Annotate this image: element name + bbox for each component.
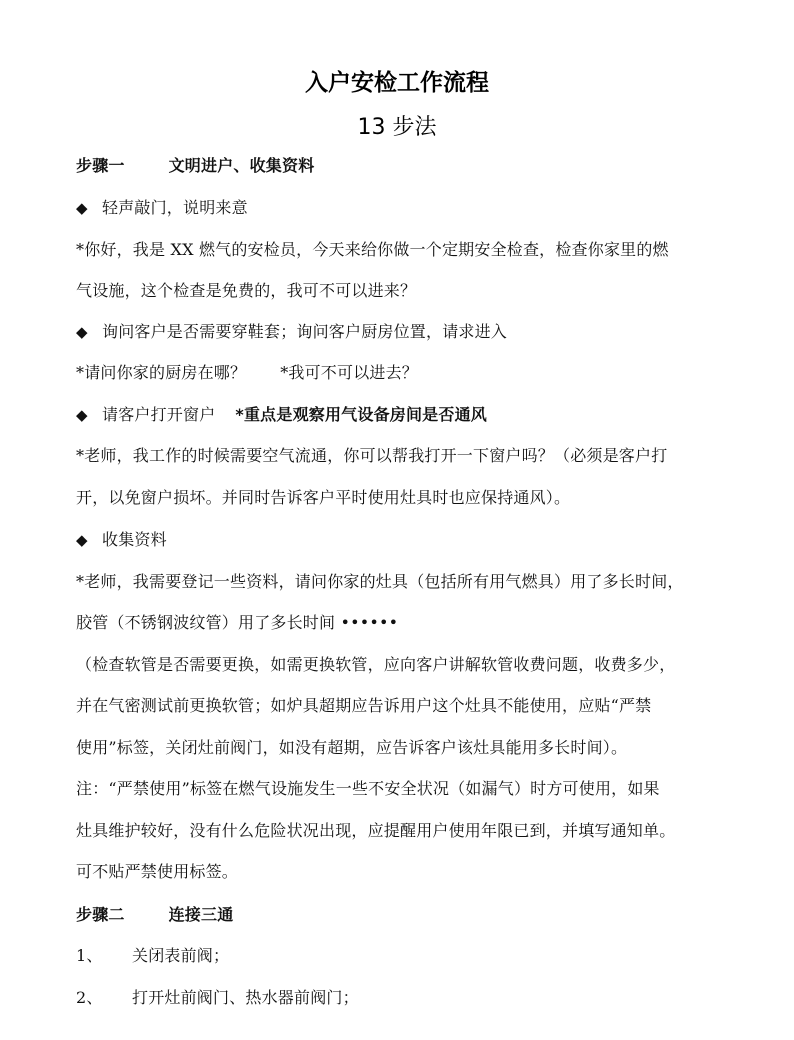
- diamond-bullet-icon: ◆: [76, 199, 88, 217]
- item-number: 1、: [76, 946, 103, 965]
- bullet-text: 请客户打开窗户: [102, 405, 216, 424]
- diamond-bullet-icon: ◆: [76, 531, 88, 549]
- script-question-kitchen: *请问你家的厨房在哪？: [76, 363, 247, 382]
- item-text: 关闭表前阀；: [132, 946, 230, 965]
- step1-label: 步骤一: [76, 156, 125, 175]
- document-title: 入户安检工作流程: [305, 70, 489, 96]
- step2-heading: [76, 905, 766, 925]
- bullet-text: 收集资料: [102, 530, 167, 549]
- bullet-item: [76, 405, 766, 425]
- key-point-text: *重点是观察用气设备房间是否通风: [235, 405, 487, 424]
- instruction-line: （检查软管是否需要更换，如需更换软管，应向客户讲解软管收费问题，收费多少，: [76, 655, 676, 674]
- item-text: 打开灶前阀门、热水器前阀门；: [132, 988, 359, 1007]
- script-line: 气设施，这个检查是免费的，我可不可以进来？: [76, 281, 417, 300]
- bullet-text: 询问客户是否需要穿鞋套；询问客户厨房位置，请求进入: [102, 322, 508, 341]
- step1-heading: [76, 156, 766, 176]
- script-line: 开，以免窗户损坏。并同时告诉客户平时使用灶具时也应保持通风）。: [76, 488, 571, 507]
- numbered-item: [76, 988, 766, 1008]
- script-line: *老师，我工作的时候需要空气流通，你可以帮我打开一下窗户吗？（必须是客户打: [76, 446, 668, 465]
- bullet-item: [76, 198, 766, 218]
- script-question-enter: *我可不可以进去？: [280, 363, 419, 382]
- note-line: 可不贴严禁使用标签。: [76, 862, 239, 881]
- item-number: 2、: [76, 988, 103, 1007]
- document-subtitle: 13 步法: [357, 115, 437, 140]
- bullet-item: [76, 530, 766, 550]
- script-line: [76, 363, 766, 383]
- script-line: 胶管（不锈钢波纹管）用了多长时间 ••••••: [76, 613, 399, 632]
- note-line: 灶具维护较好，没有什么危险状况出现，应提醒用户使用年限已到，并填写通知单。: [76, 821, 676, 840]
- bullet-item: [76, 322, 766, 342]
- instruction-line: 使用”标签，关闭灶前阀门，如没有超期，应告诉客户该灶具能用多长时间）。: [76, 738, 628, 757]
- script-line: *你好，我是 XX 燃气的安检员，今天来给你做一个定期安全检查，检查你家里的燃: [76, 240, 669, 259]
- bullet-text: 轻声敲门，说明来意: [102, 198, 248, 217]
- numbered-item: [76, 946, 766, 966]
- note-line: 注：“严禁使用”标签在燃气设施发生一些不安全状况（如漏气）时方可使用，如果: [76, 779, 660, 798]
- step2-label: 步骤二: [76, 905, 125, 924]
- diamond-bullet-icon: ◆: [76, 323, 88, 341]
- diamond-bullet-icon: ◆: [76, 406, 88, 424]
- step2-title: 连接三通: [168, 905, 234, 924]
- step1-title: 文明进户、收集资料: [168, 156, 315, 175]
- script-line: *老师，我需要登记一些资料，请问你家的灶具（包括所有用气燃具）用了多长时间，: [76, 572, 684, 591]
- instruction-line: 并在气密测试前更换软管；如炉具超期应告诉用户这个灶具不能使用，应贴“严禁: [76, 696, 652, 715]
